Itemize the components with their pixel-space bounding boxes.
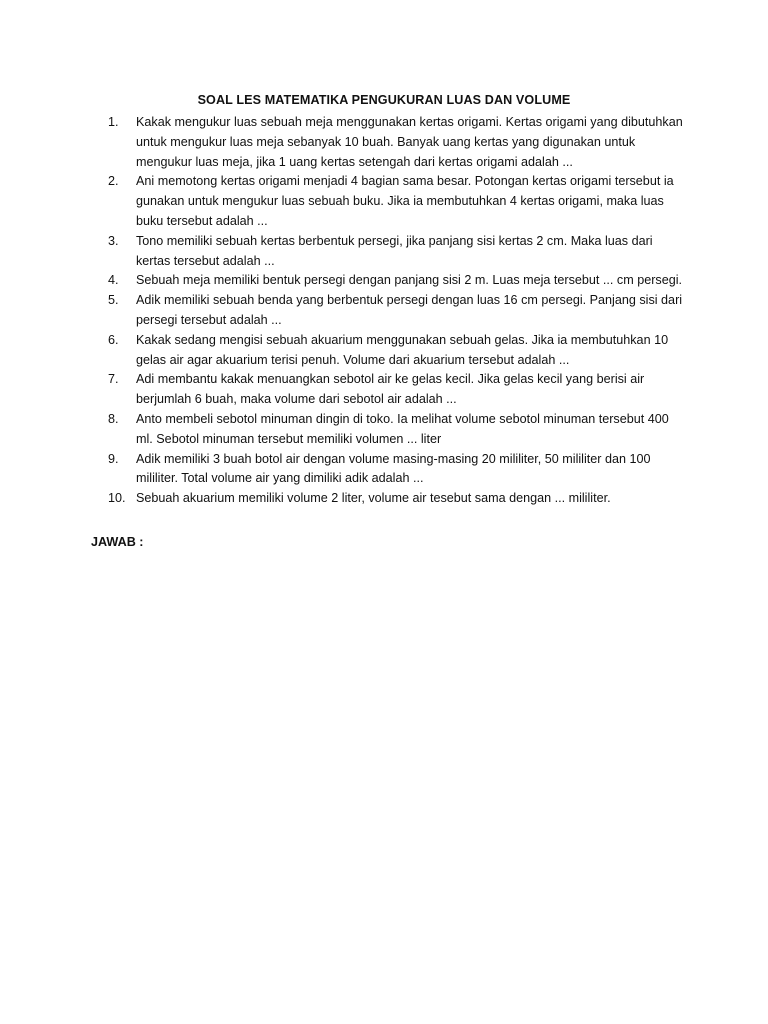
question-item <box>108 291 688 331</box>
question-number: 3. <box>108 233 119 248</box>
question-list <box>108 113 688 509</box>
question-item <box>108 370 688 410</box>
question-item <box>108 113 688 172</box>
question-text: Adik memiliki 3 buah botol air dengan volume masing-masing 20 mililiter, 50 mililiter dan 100 mililiter. Total volume air yang dimiliki adik adalah ... <box>136 451 651 486</box>
question-text: Kakak mengukur luas sebuah meja menggunakan kertas origami. Kertas origami yang dibutuhkan untuk mengukur luas meja sebanyak 10 buah. Banyak uang kertas yang digunakan untuk mengukur luas meja, jika 1 uang kertas setengah dari kertas origami adalah ... <box>136 115 683 169</box>
question-item <box>108 232 688 272</box>
question-text: Ani memotong kertas origami menjadi 4 bagian sama besar. Potongan kertas origami tersebut ia gunakan untuk mengukur luas sebuah buku. Jika ia membutuhkan 4 kertas origami, maka luas buku tersebut adalah ... <box>136 174 674 228</box>
question-item <box>108 271 688 291</box>
question-item <box>108 489 688 509</box>
question-number: 5. <box>108 293 119 308</box>
question-number: 7. <box>108 372 119 387</box>
question-item <box>108 410 688 450</box>
question-item <box>108 331 688 371</box>
question-item <box>108 172 688 231</box>
answer-label: JAWAB : <box>91 535 144 549</box>
question-text: Adi membantu kakak menuangkan sebotol air ke gelas kecil. Jika gelas kecil yang berisi air berjumlah 6 buah, maka volume dari sebotol air adalah ... <box>136 372 645 407</box>
question-number: 9. <box>108 451 119 466</box>
question-number: 4. <box>108 273 119 288</box>
question-text: Sebuah akuarium memiliki volume 2 liter, volume air tesebut sama dengan ... mililiter. <box>136 491 611 506</box>
question-number: 6. <box>108 332 119 347</box>
question-text: Kakak sedang mengisi sebuah akuarium menggunakan sebuah gelas. Jika ia membutuhkan 10 gelas air agar akuarium terisi penuh. Volume dari akuarium tersebut adalah ... <box>136 332 669 367</box>
question-text: Sebuah meja memiliki bentuk persegi dengan panjang sisi 2 m. Luas meja tersebut ... cm persegi. <box>136 273 683 288</box>
question-number: 10. <box>108 491 126 506</box>
question-text: Anto membeli sebotol minuman dingin di toko. Ia melihat volume sebotol minuman tersebut 400 ml. Sebotol minuman tersebut memiliki volumen ... liter <box>136 411 669 446</box>
question-number: 1. <box>108 115 119 129</box>
question-item <box>108 450 688 490</box>
question-text: Tono memiliki sebuah kertas berbentuk persegi, jika panjang sisi kertas 2 cm. Maka luas dari kertas tersebut adalah ... <box>136 233 653 268</box>
question-number: 8. <box>108 411 119 426</box>
question-text: Adik memiliki sebuah benda yang berbentuk persegi dengan luas 16 cm persegi. Panjang sisi dari persegi tersebut adalah ... <box>136 293 683 327</box>
document-title: SOAL LES MATEMATIKA PENGUKURAN LUAS DAN VOLUME <box>197 93 571 107</box>
question-number: 2. <box>108 174 119 189</box>
